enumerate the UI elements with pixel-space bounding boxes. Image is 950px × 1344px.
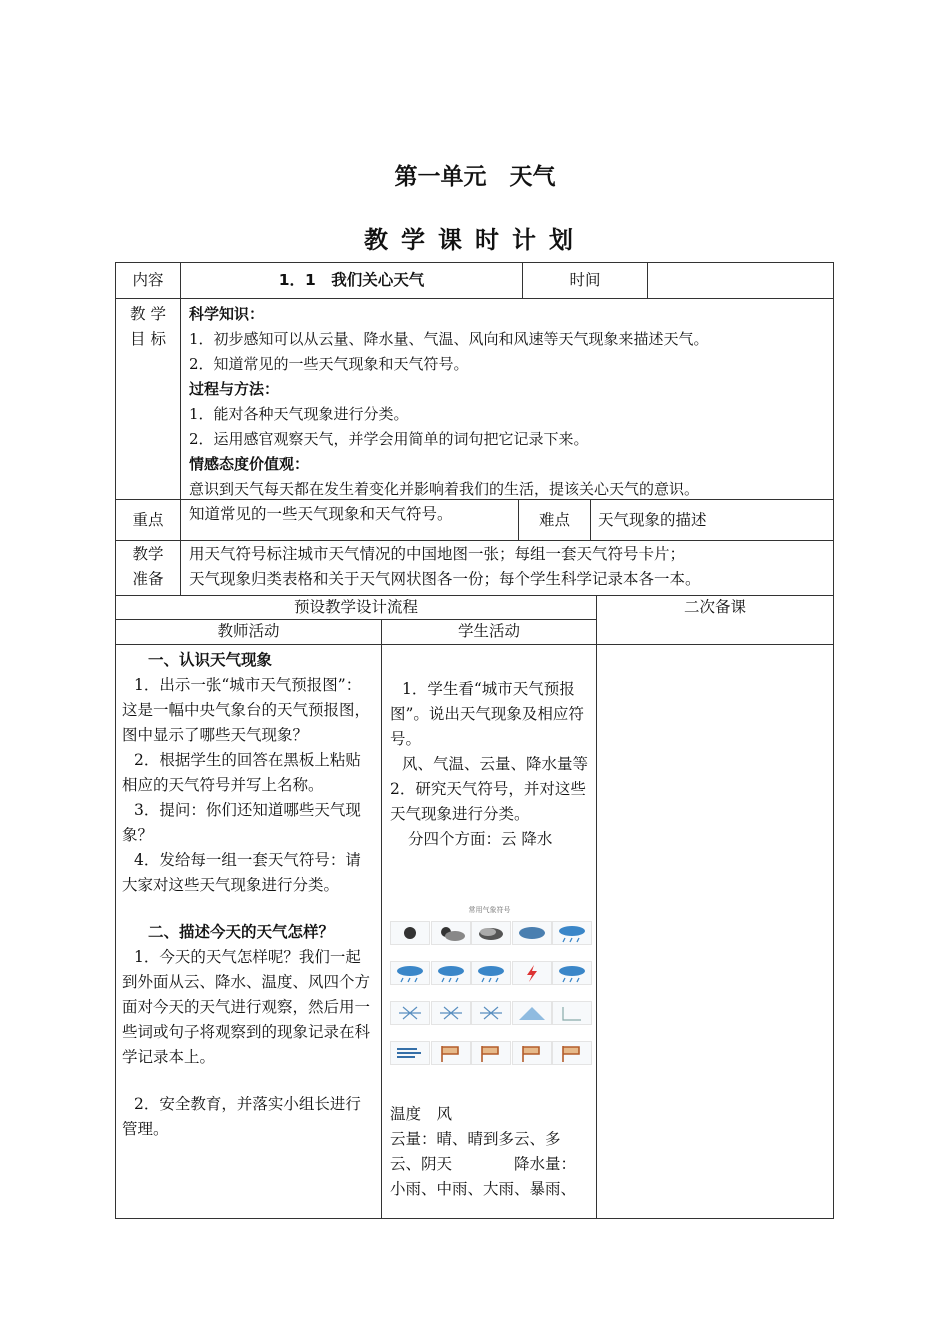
weather-symbols-caption: 常用气象符号	[468, 906, 511, 914]
time-label: 时间	[569, 271, 601, 289]
teacher-step: 1．今天的天气怎样呢？我们一起到外面从云、降水、温度、风四个方面对今天的天气进行观察，然后用一些词或句子将观察到的现象记录在科学记录本上。	[122, 948, 371, 1066]
overcast-icon	[512, 921, 552, 945]
moderate-snow-icon	[431, 1001, 471, 1025]
student-activity-continued	[390, 1102, 590, 1202]
student-activity-column	[390, 677, 590, 852]
teacher-step: 2．安全教育，并落实小组长进行管理。	[122, 1095, 361, 1138]
student-step: 温度 风	[390, 1105, 453, 1123]
flag-icon	[552, 1041, 592, 1065]
student-step: 分四个方面：云 降水	[408, 830, 553, 848]
storm-rain-icon	[471, 961, 511, 985]
weather-symbols-image	[388, 905, 591, 1077]
teacher-activity-label: 教师活动	[217, 622, 280, 640]
snow-rain-icon	[552, 961, 592, 985]
cloudy-icon	[471, 921, 511, 945]
section-heading: 二、描述今天的天气怎样？	[148, 923, 335, 941]
heavy-rain-icon	[431, 961, 471, 985]
strong-wind-icon	[512, 1041, 552, 1065]
sun-icon	[390, 921, 430, 945]
teacher-activity-column	[122, 648, 376, 1142]
student-step: 1．学生看“城市天气预报图”。说出天气现象及相应符号。	[390, 680, 584, 748]
key-value: 知道常见的一些天气现象和天气符号。	[189, 505, 453, 523]
science-heading: 科学知识：	[189, 305, 265, 323]
teaching-goals	[189, 302, 829, 502]
student-step: 风、气温、云量、降水量等	[402, 755, 589, 773]
moderate-rain-icon	[390, 961, 430, 985]
student-step: 小雨、中雨、大雨、暴雨、	[390, 1180, 577, 1198]
process-heading: 过程与方法：	[189, 380, 280, 398]
heavy-snow-icon	[471, 1001, 511, 1025]
prep-label: 教学 准备	[132, 545, 164, 588]
wind-icon	[390, 1041, 430, 1065]
goal-item: 1．初步感知可以从云量、降水量、气温、风向和风速等天气现象来描述天气。	[189, 330, 709, 348]
difficulty-value: 天气现象的描述	[598, 511, 707, 529]
goal-label: 教 学 目 标	[130, 305, 166, 348]
student-activity-label: 学生活动	[457, 622, 520, 640]
light-rain-icon	[552, 921, 592, 945]
teacher-step: 4．发给每一组一套天气符号：请大家对这些天气现象进行分类。	[122, 851, 361, 894]
hail-icon	[512, 1001, 552, 1025]
content-label: 内容	[132, 271, 164, 289]
plan-title: 教学课时计划	[364, 226, 586, 254]
partly-cloudy-icon	[431, 921, 471, 945]
student-step: 云量：晴、晴到多云、多云、阴天 降水量：	[390, 1130, 577, 1173]
light-snow-icon	[390, 1001, 430, 1025]
emotion-heading: 情感态度价值观：	[189, 455, 310, 473]
goal-item: 1．能对各种天气现象进行分类。	[189, 405, 409, 423]
flow-label: 预设教学设计流程	[293, 598, 418, 616]
prep-content: 用天气符号标注城市天气情况的中国地图一张；每组一套天气符号卡片； 天气现象归类表格和关于天气网状图各一份；每个学生科学记录本各一本。	[189, 545, 701, 588]
teacher-step: 1．出示一张“城市天气预报图”：这是一幅中央气象台的天气预报图，图中显示了哪些天气现象？	[122, 676, 371, 744]
goal-item: 2．运用感官观察天气，并学会用简单的词句把它记录下来。	[189, 430, 589, 448]
unit-title: 第一单元 天气	[394, 164, 556, 190]
difficulty-label: 难点	[538, 511, 570, 529]
goal-item: 意识到天气每天都在发生着变化并影响着我们的生活，提该关心天气的意识。	[189, 480, 700, 498]
thunder-icon	[512, 961, 552, 985]
teacher-step: 2．根据学生的回答在黑板上粘贴相应的天气符号并写上名称。	[122, 751, 361, 794]
teacher-step: 3．提问：你们还知道哪些天气现象？	[122, 801, 361, 844]
second-prep-label: 二次备课	[683, 598, 746, 616]
key-label: 重点	[132, 511, 164, 529]
fog-icon	[552, 1001, 592, 1025]
breeze-icon	[431, 1041, 471, 1065]
student-step: 2．研究天气符号，并对这些天气现象进行分类。	[390, 780, 586, 823]
goal-item: 2．知道常见的一些天气现象和天气符号。	[189, 355, 469, 373]
gale-icon	[471, 1041, 511, 1065]
section-heading: 一、认识天气现象	[148, 651, 273, 669]
lesson-title: 1．1 我们关心天气	[278, 271, 425, 289]
